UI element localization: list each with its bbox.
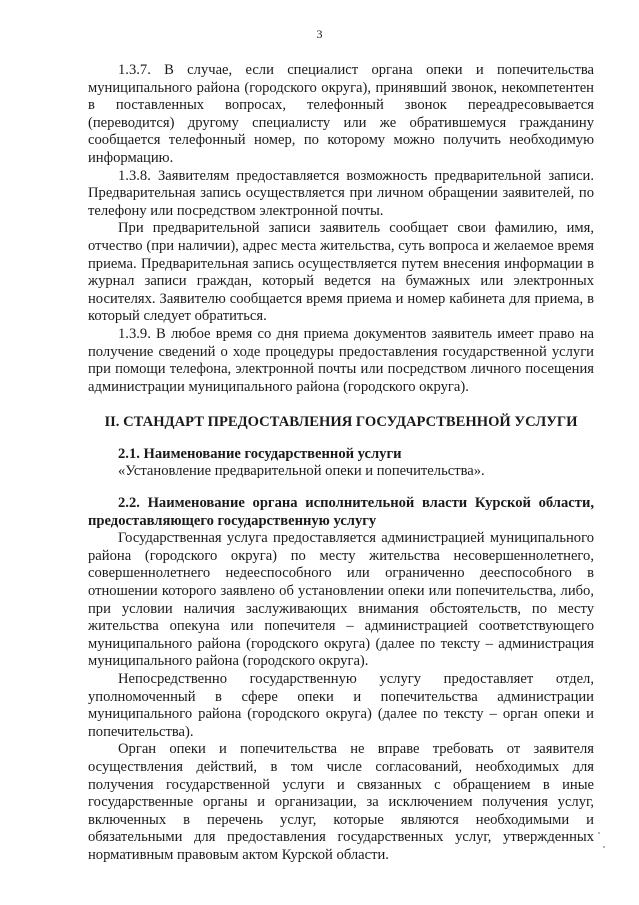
page-content	[88, 62, 594, 865]
page-number: 3	[316, 27, 323, 41]
subsection-2-1-text: «Установление предварительной опеки и попечительства».	[118, 463, 485, 480]
paragraph-1-3-8: 1.3.8. Заявителям предоставляется возможность предварительной записи. Предварительная запись осуществляется при личном обращении заявителей, по телефону или посредством электронной почты.	[88, 167, 594, 219]
paragraph-preliminary-record: При предварительной записи заявитель сообщает свои фамилию, имя, отчество (при наличии), адрес места жительства, суть вопроса и желаемое время приема. Предварительная запись осуществляется путем внесения информации в журнал записи граждан, который ведется на бумажных или электронных носителях. Заявителю сообщается время приема и номер кабинета для приема, в который следует обратиться.	[88, 220, 594, 325]
scan-speck	[598, 832, 600, 834]
spacer	[88, 432, 594, 446]
subsection-2-2-paragraph: Орган опеки и попечительства не вправе требовать от заявителя осуществления действий, в том числе согласований, необходимых для получения государственной услуги и связанных с обращением в иные государственные органы и организации, за исключением получения услуг, включенных в перечень услуг, которые являются необходимыми и обязательными для предоставления государственных услуг, утвержденных нормативным правовым актом Курской области.	[88, 741, 594, 863]
section-title: II. СТАНДАРТ ПРЕДОСТАВЛЕНИЯ ГОСУДАРСТВЕННОЙ УСЛУГИ	[104, 414, 578, 431]
spacer	[88, 396, 594, 414]
subsection-2-2-paragraph: Непосредственно государственную услугу предоставляет отдел, уполномоченный в сфере опеки и попечительства администрации муниципального района (городского округа) (далее по тексту – орган опеки и попечительства).	[88, 671, 594, 740]
spacer	[88, 481, 594, 495]
scan-speck	[603, 846, 605, 848]
subsection-2-1-heading: 2.1. Наименование государственной услуги	[118, 445, 402, 462]
subsection-2-2-heading: 2.2. Наименование органа исполнительной власти Курской области, предоставляющего государственную услугу	[88, 495, 594, 529]
paragraph-1-3-9: 1.3.9. В любое время со дня приема документов заявитель имеет право на получение сведений о ходе процедуры предоставления государственной услуги при помощи телефона, электронной почты или посредством личного посещения администрации муниципального района (городского округа).	[88, 325, 594, 395]
subsection-2-2-paragraph: Государственная услуга предоставляется администрацией муниципального района (городского округа) по месту жительства несовершеннолетнего, совершеннолетнего недееспособного или ограниченно дееспособного в отношении которого заявлено об установлении опеки или попечительства, либо, при условии наличия заслуживающих внимания обстоятельств, по месту жительства опекуна или попечителя – администрацией соответствующего муниципального района (городского округа) (далее по тексту – администрация муниципального района (городского округа).	[88, 530, 594, 670]
paragraph-1-3-7: 1.3.7. В случае, если специалист органа опеки и попечительства муниципального района (городского округа), принявший звонок, некомпетентен в поставленных вопросах, телефонный звонок переадресовывается (переводится) другому специалисту или же обратившемуся гражданину сообщается телефонный номер, по которому можно получить необходимую информацию.	[88, 62, 594, 166]
